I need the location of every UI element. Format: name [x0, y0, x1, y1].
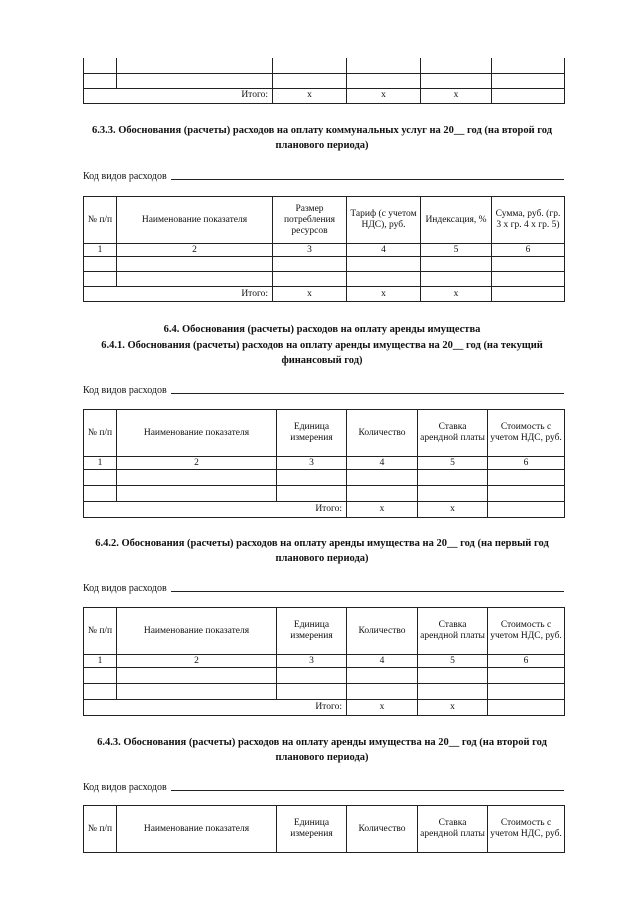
expense-code-field[interactable] — [171, 790, 564, 791]
total-value: x — [347, 88, 421, 103]
expense-code-label: Код видов расходов — [83, 583, 167, 594]
empty-cell — [117, 486, 277, 502]
total-value: x — [347, 287, 421, 302]
empty-cell — [492, 58, 565, 73]
utilities-table — [83, 196, 565, 302]
empty-cell — [273, 73, 347, 88]
empty-cell — [418, 668, 488, 684]
header-cell: Количество — [347, 410, 418, 457]
empty-cell — [347, 73, 421, 88]
header-cell: Тариф (с учетом НДС), руб. — [347, 197, 421, 244]
rent-table-second-plan-year — [83, 805, 565, 853]
total-value: x — [273, 88, 347, 103]
empty-cell — [117, 668, 277, 684]
total-label: Итого: — [84, 287, 273, 302]
total-value: x — [421, 287, 492, 302]
column-number: 2 — [117, 244, 273, 257]
empty-cell — [273, 58, 347, 73]
empty-cell — [347, 684, 418, 700]
empty-cell — [84, 272, 117, 287]
total-value: x — [347, 502, 418, 518]
header-cell: Количество — [347, 608, 418, 655]
empty-cell — [488, 470, 565, 486]
empty-cell — [277, 486, 347, 502]
empty-cell — [492, 272, 565, 287]
section-6-4-title: 6.4. Обоснования (расчеты) расходов на оплату аренды имущества — [163, 324, 481, 335]
total-value: x — [421, 88, 492, 103]
empty-cell — [492, 287, 565, 302]
top-continuation-table — [83, 58, 565, 104]
column-number: 2 — [117, 655, 277, 668]
expense-code-label: Код видов расходов — [83, 782, 167, 793]
column-number: 4 — [347, 457, 418, 470]
header-cell: Индексация, % — [421, 197, 492, 244]
empty-cell — [488, 486, 565, 502]
header-cell: Сумма, руб. (гр. 3 х гр. 4 х гр. 5) — [492, 197, 565, 244]
header-cell: Наименование показателя — [117, 806, 277, 853]
header-cell: № п/п — [84, 608, 117, 655]
expense-code-line — [83, 168, 564, 182]
empty-cell — [418, 470, 488, 486]
header-cell: Единица измерения — [277, 608, 347, 655]
empty-cell — [84, 257, 117, 272]
total-value: x — [347, 700, 418, 716]
column-number: 1 — [84, 655, 117, 668]
empty-cell — [117, 73, 273, 88]
empty-cell — [492, 73, 565, 88]
header-cell: Наименование показателя — [117, 608, 277, 655]
column-number: 6 — [488, 457, 565, 470]
empty-cell — [347, 486, 418, 502]
empty-cell — [347, 58, 421, 73]
empty-cell — [84, 470, 117, 486]
column-number: 6 — [492, 244, 565, 257]
column-number: 3 — [273, 244, 347, 257]
column-number: 4 — [347, 244, 421, 257]
header-cell: Наименование показателя — [117, 410, 277, 457]
header-cell: Единица измерения — [277, 410, 347, 457]
header-cell: Стоимость с учетом НДС, руб. — [488, 806, 565, 853]
total-label: Итого: — [84, 88, 273, 103]
empty-cell — [492, 257, 565, 272]
expense-code-field[interactable] — [171, 393, 564, 394]
header-cell: Наименование показателя — [117, 197, 273, 244]
section-6-4-2-title: 6.4.2. Обоснования (расчеты) расходов на оплату аренды имущества на 20__ год (на первый год планового периода) — [95, 538, 549, 564]
total-value: x — [418, 700, 488, 716]
total-label: Итого: — [84, 700, 347, 716]
empty-cell — [421, 58, 492, 73]
header-cell: Количество — [347, 806, 418, 853]
header-cell: № п/п — [84, 410, 117, 457]
column-number: 1 — [84, 244, 117, 257]
empty-cell — [84, 684, 117, 700]
empty-cell — [117, 470, 277, 486]
header-cell: Размер потребления ресурсов — [273, 197, 347, 244]
column-number: 5 — [421, 244, 492, 257]
empty-cell — [84, 58, 117, 73]
header-cell: Стоимость с учетом НДС, руб. — [488, 410, 565, 457]
empty-cell — [488, 502, 565, 518]
column-number: 3 — [277, 655, 347, 668]
empty-cell — [117, 257, 273, 272]
expense-code-line — [83, 580, 564, 594]
expense-code-field[interactable] — [171, 591, 564, 592]
empty-cell — [277, 470, 347, 486]
column-number: 6 — [488, 655, 565, 668]
total-label: Итого: — [84, 502, 347, 518]
empty-cell — [347, 272, 421, 287]
empty-cell — [117, 58, 273, 73]
rent-table-current-year — [83, 409, 565, 518]
total-value: x — [273, 287, 347, 302]
expense-code-line — [83, 779, 564, 793]
header-cell: Ставка арендной платы — [418, 806, 488, 853]
empty-cell — [84, 73, 117, 88]
empty-cell — [277, 668, 347, 684]
header-cell: Ставка арендной платы — [418, 608, 488, 655]
empty-cell — [84, 486, 117, 502]
expense-code-label: Код видов расходов — [83, 385, 167, 396]
empty-cell — [347, 668, 418, 684]
column-number: 3 — [277, 457, 347, 470]
empty-cell — [492, 88, 565, 103]
section-6-4-3-title: 6.4.3. Обоснования (расчеты) расходов на оплату аренды имущества на 20__ год (на второй год планового периода) — [97, 737, 547, 763]
empty-cell — [421, 73, 492, 88]
empty-cell — [277, 684, 347, 700]
empty-cell — [84, 668, 117, 684]
empty-cell — [347, 257, 421, 272]
empty-cell — [488, 668, 565, 684]
empty-cell — [273, 257, 347, 272]
empty-cell — [273, 272, 347, 287]
expense-code-field[interactable] — [171, 179, 564, 180]
empty-cell — [418, 486, 488, 502]
header-cell: Единица измерения — [277, 806, 347, 853]
column-number: 2 — [117, 457, 277, 470]
header-cell: Ставка арендной платы — [418, 410, 488, 457]
empty-cell — [347, 470, 418, 486]
header-cell: Стоимость с учетом НДС, руб. — [488, 608, 565, 655]
header-cell: № п/п — [84, 806, 117, 853]
column-number: 5 — [418, 655, 488, 668]
empty-cell — [488, 684, 565, 700]
empty-cell — [488, 700, 565, 716]
total-value: x — [418, 502, 488, 518]
column-number: 4 — [347, 655, 418, 668]
column-number: 1 — [84, 457, 117, 470]
section-6-4-1-title: 6.4.1. Обоснования (расчеты) расходов на оплату аренды имущества на 20__ год (на текущий финансовый год) — [101, 340, 543, 366]
section-6-3-3-title: 6.3.3. Обоснования (расчеты) расходов на оплату коммунальных услуг на 20__ год (на второй год планового периода) — [91, 125, 553, 151]
column-number: 5 — [418, 457, 488, 470]
empty-cell — [421, 257, 492, 272]
empty-cell — [117, 684, 277, 700]
empty-cell — [421, 272, 492, 287]
expense-code-label: Код видов расходов — [83, 171, 167, 182]
empty-cell — [117, 272, 273, 287]
header-cell: № п/п — [84, 197, 117, 244]
rent-table-first-plan-year — [83, 607, 565, 716]
expense-code-line — [83, 382, 564, 396]
empty-cell — [418, 684, 488, 700]
